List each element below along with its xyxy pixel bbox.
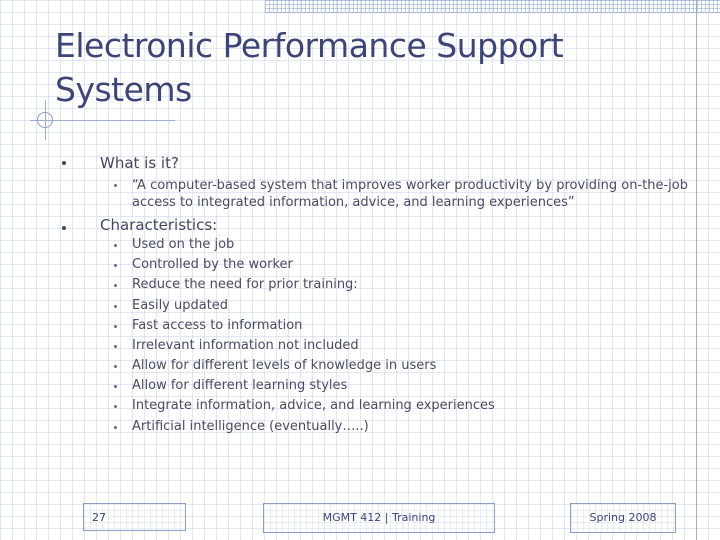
sub-bullet-icon [114, 385, 117, 388]
list-item: Artificial intelligence (eventually…..) [132, 419, 369, 434]
sub-bullet-icon [114, 365, 117, 368]
list-item: Allow for different levels of knowledge in users [132, 358, 437, 373]
list-item: Integrate information, advice, and learning experiences [132, 398, 495, 413]
list-item: Irrelevant information not included [132, 338, 359, 353]
sub-bullet-icon [114, 284, 117, 287]
sub-bullet-icon [114, 305, 117, 308]
right-rule-line [696, 0, 697, 540]
sub-bullet-icon [114, 325, 117, 328]
top-pattern-band [265, 0, 720, 13]
title-line-1: Electronic Performance Support [55, 26, 564, 65]
title-line-2: Systems [55, 70, 192, 109]
footer-page-number-box [83, 503, 186, 531]
sub-bullet-icon [114, 244, 117, 247]
list-item: Reduce the need for prior training: [132, 277, 358, 292]
section-heading-characteristics: Characteristics: [100, 216, 218, 234]
list-item: Used on the job [132, 237, 235, 252]
bullet-icon [62, 226, 66, 230]
list-item: Fast access to information [132, 318, 303, 333]
sub-bullet-icon [114, 405, 117, 408]
sub-bullet-icon [114, 184, 117, 187]
sub-bullet-icon [114, 345, 117, 348]
footer-course-box [263, 503, 495, 533]
footer-term-box [570, 503, 676, 533]
course-label: MGMT 412 | Training [322, 511, 436, 524]
circle-ornament-icon [37, 112, 53, 128]
page-number: 27 [92, 511, 106, 524]
sub-bullet-icon [114, 264, 117, 267]
term-label: Spring 2008 [589, 511, 657, 524]
bullet-icon [62, 161, 66, 165]
list-item: Controlled by the worker [132, 257, 293, 272]
definition-quote: “A computer-based system that improves worker productivity by providing on-the-job access to integrated information, advice, and learning experiences” [132, 178, 688, 210]
section-heading-what: What is it? [100, 154, 179, 172]
list-item: Easily updated [132, 298, 229, 313]
list-item: Allow for different learning styles [132, 378, 348, 393]
sub-bullet-icon [114, 426, 117, 429]
slide-title [55, 24, 675, 112]
